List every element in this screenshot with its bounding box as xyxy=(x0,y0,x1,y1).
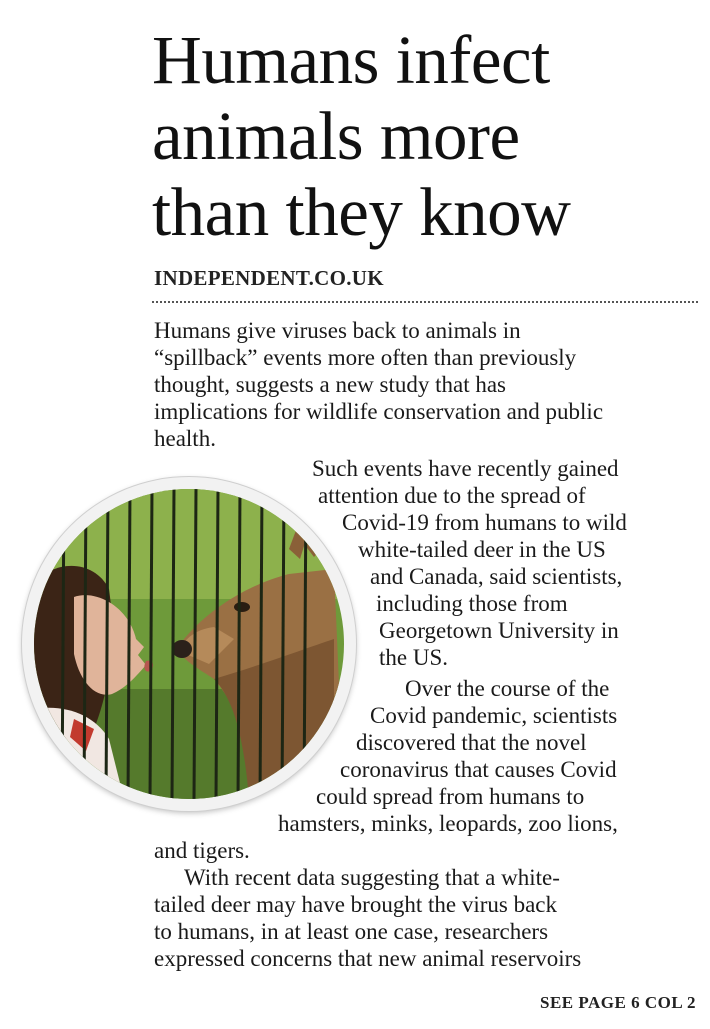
body-line: With recent data suggesting that a white- xyxy=(184,865,560,890)
body-line: including those from xyxy=(376,591,568,616)
body-line: Humans give viruses back to animals in xyxy=(154,318,521,343)
body-line: white-tailed deer in the US xyxy=(358,537,606,562)
headline xyxy=(152,22,692,250)
body-line: hamsters, minks, leopards, zoo lions, xyxy=(278,811,618,836)
dotted-divider xyxy=(152,301,698,303)
body-line: and Canada, said scientists, xyxy=(370,564,623,589)
body-line: coronavirus that causes Covid xyxy=(340,757,617,782)
headline-line: Humans infect xyxy=(152,22,550,98)
body-line: Covid pandemic, scientists xyxy=(370,703,618,728)
continuation-note: SEE PAGE 6 COL 2 xyxy=(540,993,696,1012)
body-line: to humans, in at least one case, researchers xyxy=(154,919,549,944)
body-line: implications for wildlife conservation and public xyxy=(154,399,604,424)
body-line: Such events have recently gained xyxy=(312,456,619,481)
body-line: expressed concerns that new animal reservoirs xyxy=(154,946,582,971)
body-line: tailed deer may have brought the virus back xyxy=(154,892,557,917)
body-line: Over the course of the xyxy=(405,676,610,701)
body-line: health. xyxy=(154,426,216,451)
body-line: discovered that the novel xyxy=(356,730,587,755)
headline-line: animals more xyxy=(152,98,520,174)
body-line: and tigers. xyxy=(154,838,250,863)
body-line: could spread from humans to xyxy=(316,784,585,809)
body-line: the US. xyxy=(379,645,448,670)
body-line: attention due to the spread of xyxy=(318,483,586,508)
body-line: Georgetown University in xyxy=(379,618,619,643)
source-credit: INDEPENDENT.CO.UK xyxy=(154,266,384,290)
woman-deer-photo-icon xyxy=(34,489,344,799)
headline-line: than they know xyxy=(152,174,571,250)
body-line: thought, suggests a new study that has xyxy=(154,372,506,397)
body-line: “spillback” events more often than previously xyxy=(154,345,577,370)
article-photo xyxy=(22,477,356,811)
body-line: Covid-19 from humans to wild xyxy=(342,510,627,535)
